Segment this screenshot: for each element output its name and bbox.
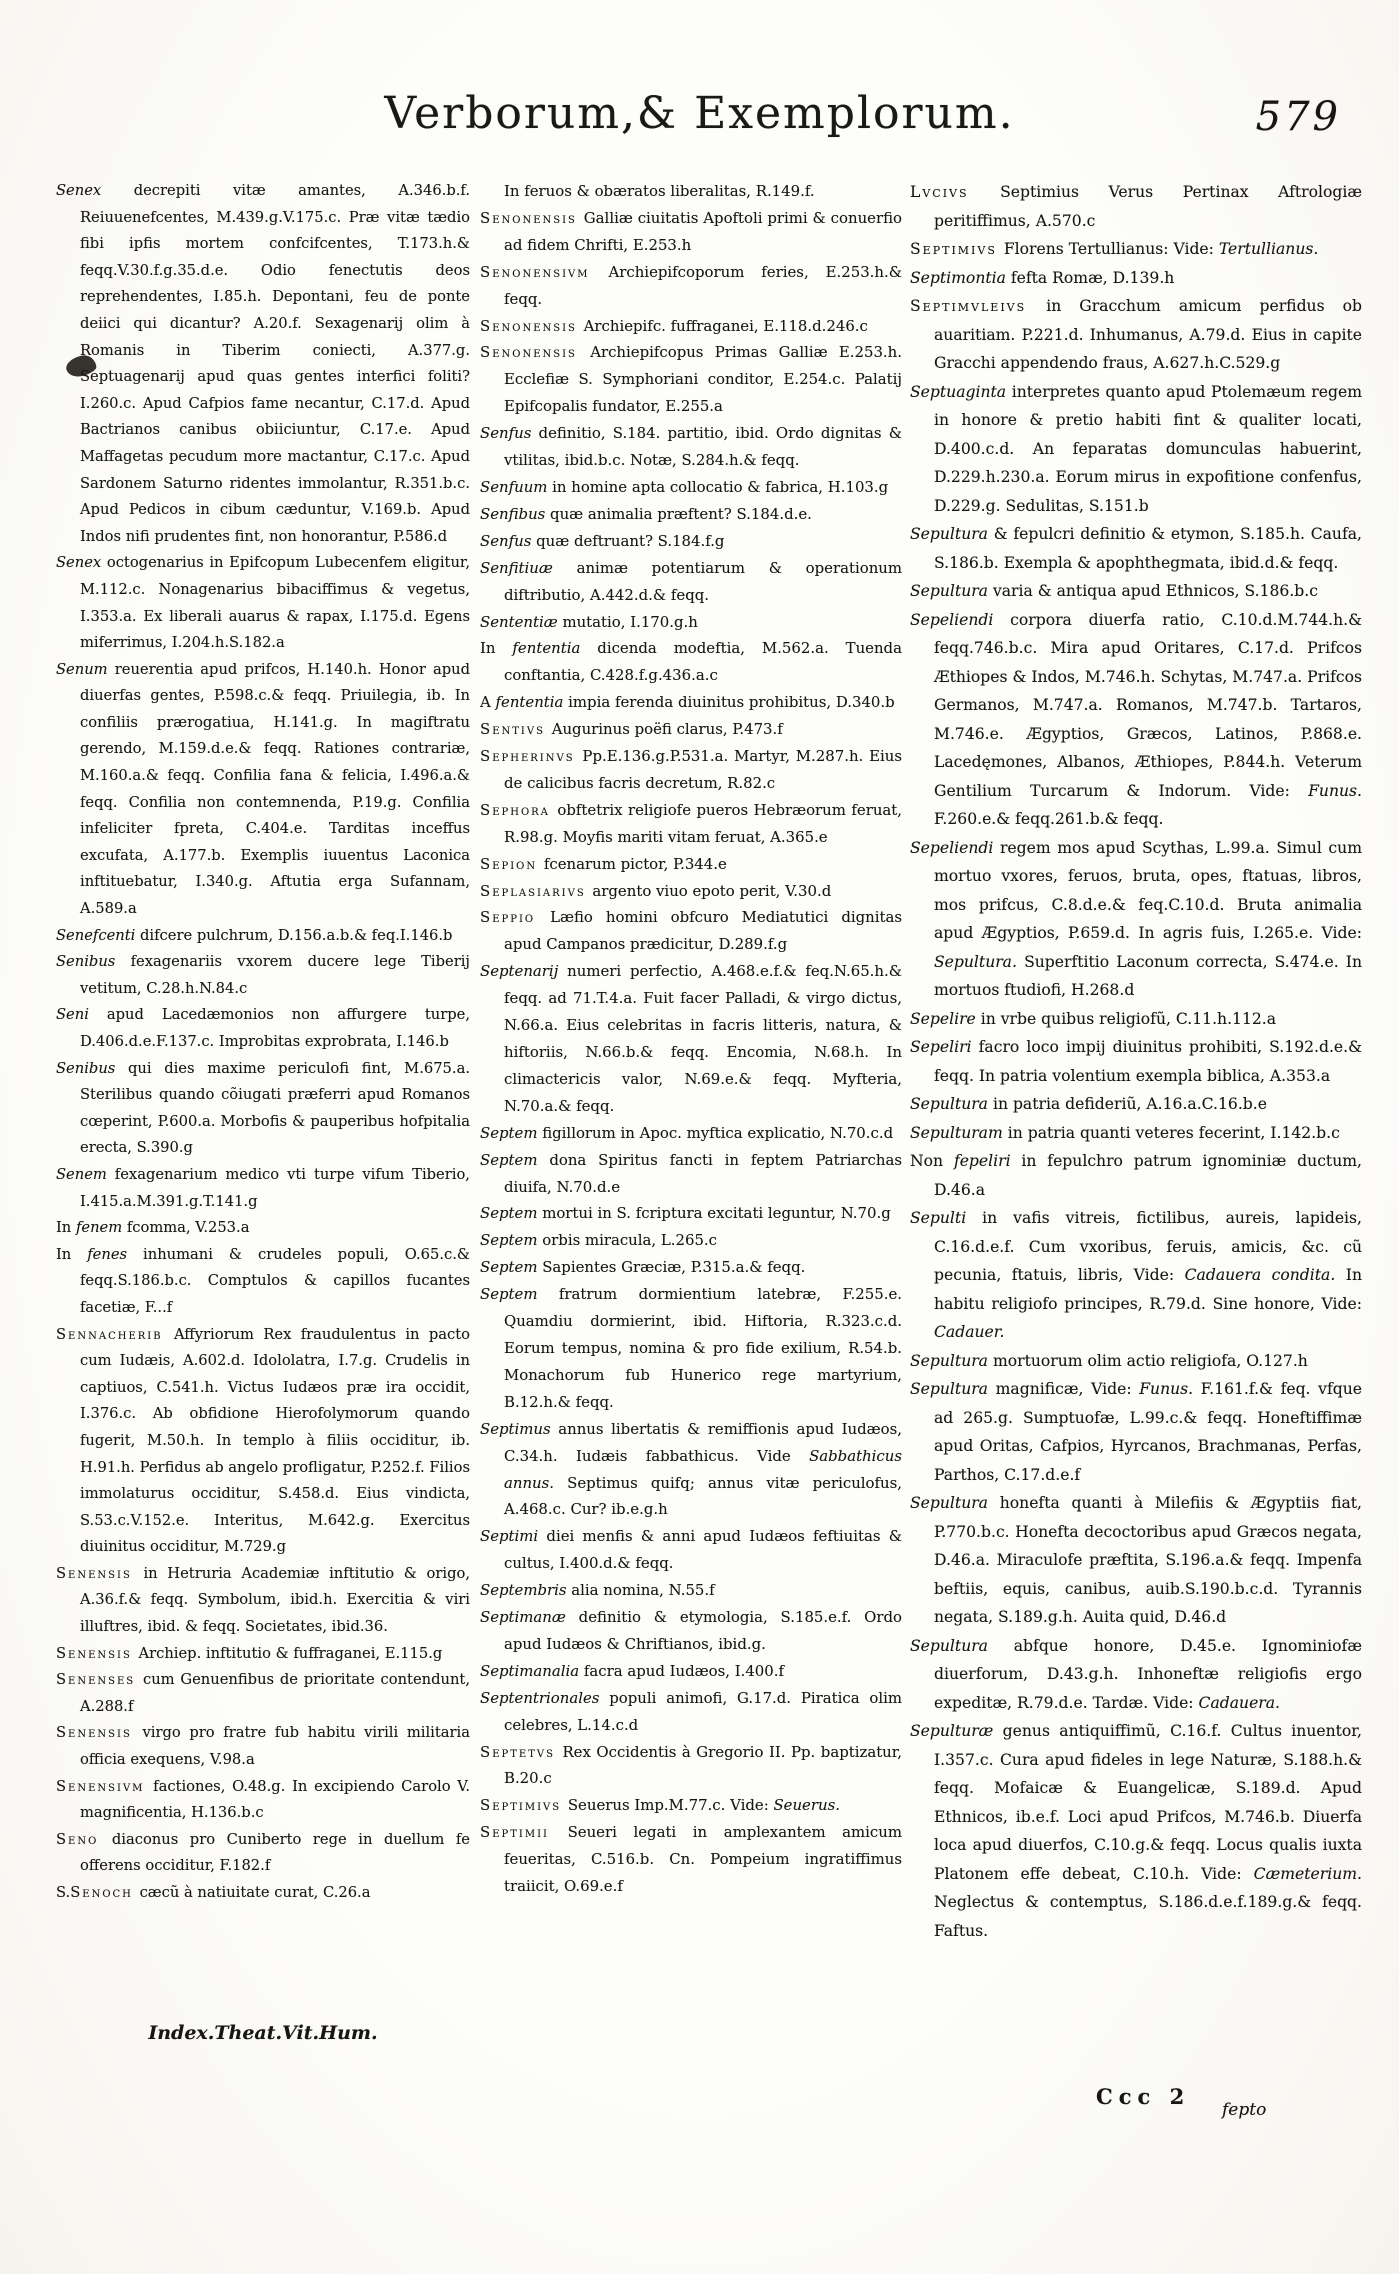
headword-italic: Senefcenti <box>56 926 140 944</box>
entry-text: Septimus quifq; annus vitæ periculofus, A.468.c. Cur? ib.e.g.h <box>504 1473 902 1519</box>
entry-text: impia ferenda diuinitus prohibitus, D.340.b <box>568 693 895 712</box>
page-number: 579 <box>1255 94 1341 140</box>
index-entry <box>480 1523 902 1577</box>
index-entry <box>56 1162 470 1215</box>
index-entry <box>910 1347 1362 1376</box>
entry-text: quæ animalia præftent? S.184.d.e. <box>550 504 812 523</box>
index-entry <box>480 1281 902 1416</box>
headword-italic: Septimanæ <box>480 1608 579 1627</box>
headword-smallcaps: Seno <box>56 1830 112 1848</box>
headword-italic: Sepeliri <box>910 1038 979 1056</box>
index-entry <box>56 1827 470 1880</box>
index-entry <box>480 420 902 474</box>
entry-text: mortui in S. fcriptura excitati leguntur, N.70.g <box>542 1204 891 1223</box>
entry-text: fexagenariis vxorem ducere lege Tiberij vetitum, C.28.h.N.84.c <box>80 953 470 997</box>
headword-italic: Funus. <box>1139 1380 1201 1398</box>
entry-text: Rex Occidentis à Gregorio II. Pp. baptizatur, B.20.c <box>504 1742 902 1788</box>
entry-text: abfque honore, D.45.e. Ignominiofæ diuerforum, D.43.g.h. Inhoneftæ religiofis ergo expeditæ, R.79.d.e. Tardæ. Vide: <box>934 1636 1362 1712</box>
headword-italic: Sepeliendi <box>910 838 1000 857</box>
entry-text: varia & antiqua apud Ethnicos, S.186.b.c <box>992 582 1318 600</box>
entry-text: Superftitio Laconum correcta, S.474.e. In mortuos ftudiofi, H.268.d <box>934 952 1362 999</box>
index-entry <box>910 178 1362 235</box>
entry-text: definitio & etymologia, S.185.e.f. Ordo apud Iudæos & Chriftianos, ibid.g. <box>504 1608 902 1653</box>
headword-italic: Sepultura <box>910 525 994 543</box>
headword-italic: Septenarij <box>480 962 568 981</box>
entry-text: fefta Romæ, D.139.h <box>1010 268 1175 287</box>
index-entry <box>910 520 1362 577</box>
entry-text: genus antiquiffimũ, C.16.f. Cultus inuentor, I.357.c. Cura apud fideles in lege Naturæ, S.188.h.& feqq. Mofaicæ & Euangelicæ, S.189.d. Apud Ethnicos, ib.e.f. Loci apud Prifcos, M.746.b. Diuerfa loca apud diuerfos, C.10.g.& feqq. Locus qualis iuxta Platonem effe debeat, C.10.h. Vide: <box>934 1722 1362 1883</box>
headword-italic: Seni <box>56 1006 107 1024</box>
entry-text: fratrum dormientium latebræ, F.255.e. Quamdiu dormierint, ibid. Hiftoria, R.323.c.d. Eorum tempus, nomina & pro fide exilium, R.54.b. Monachorum fub Hunerico rege martyrium, B.12.h.& feqq. <box>504 1285 902 1411</box>
index-entry <box>480 878 902 905</box>
entry-text: Seueri legati in amplexantem amicum feueritas, C.516.b. Cn. Pompeium ingratiffimus traiicit, O.69.e.f <box>504 1823 902 1896</box>
headword-italic: Sepultura <box>910 1636 1014 1655</box>
entry-text: honefta quanti à Milefiis & Ægyptiis fiat, P.770.b.c. Honefta decoctoribus apud Græcos negata, D.46.a. Miraculofe præftita, S.196.a.& feqq. Impenfa beftiis, equis, canibus, auib.S.190.b.c.d. Tyrannis negata, S.189.g.h. Auita quid, D.46.d <box>934 1494 1362 1626</box>
index-entry <box>480 716 902 743</box>
headword-italic: Septem <box>480 1150 550 1169</box>
entry-text: in Gracchum amicum perfidus ob auaritiam. P.221.d. Inhumanus, A.79.d. Eius in capite Gracchi appendendo fraus, A.627.h.C.529.g <box>934 297 1362 372</box>
headword-smallcaps: Seplasiarivs <box>480 881 593 900</box>
entry-text: in vafis vitreis, fictilibus, aureis, lapideis, C.16.d.e.f. Cum vxoribus, feruis, amicis, &c. cũ pecunia, ftatuis, libris, Vide: <box>934 1209 1362 1284</box>
entry-text: annus libertatis & remiffionis apud Iudæos, C.34.h. Iudæis fabbathicus. Vide <box>504 1419 902 1465</box>
entry-text: Augurinus poëfi clarus, P.473.f <box>551 720 783 739</box>
index-entry <box>910 1005 1362 1034</box>
entry-text: in vrbe quibus religiofũ, C.11.h.112.a <box>980 1009 1277 1028</box>
entry-text: in homine apta collocatio & fabrica, H.103.g <box>552 477 889 496</box>
index-entry <box>56 1880 470 1907</box>
entry-text: Galliæ ciuitatis Apoftoli primi & conuerfio ad fidem Chrifti, E.253.h <box>504 208 902 254</box>
index-entry <box>910 1632 1362 1718</box>
headword-italic: Sepelire <box>910 1009 981 1028</box>
headword-italic: Senex <box>56 182 134 199</box>
entry-text: dona Spiritus fancti in feptem Patriarchas diuifa, N.70.d.e <box>504 1150 902 1196</box>
entry-text: obftetrix religiofe pueros Hebræorum feruat, R.98.g. Moyfis mariti vitam feruat, A.365.e <box>504 800 902 846</box>
index-entry <box>56 1667 470 1720</box>
entry-text: & fepulcri definitio & etymon, S.185.h. Caufa, S.186.b. Exempla & apophthegmata, ibid.d.& feqq. <box>934 525 1362 572</box>
entry-text: mortuorum olim actio religiofa, O.127.h <box>992 1351 1308 1370</box>
headword-italic: Sepultura <box>910 1351 993 1370</box>
index-entry <box>56 1720 470 1773</box>
entry-text: apud Lacedæmonios non affurgere turpe, D.406.d.e.F.137.c. Improbitas exprobrata, I.146.b <box>80 1006 470 1050</box>
index-entry <box>910 264 1362 293</box>
headword-smallcaps: Sentivs <box>480 720 552 739</box>
index-entry <box>480 178 902 205</box>
headword-smallcaps: Sepion <box>480 854 544 873</box>
entry-text: S. <box>56 1884 71 1901</box>
entry-text: quæ deftruant? S.184.f.g <box>536 531 725 550</box>
entry-text: interpretes quanto apud Ptolemæum regem in honore & pretio habiti fint & qualiter locati, D.400.c.d. An feparatas domunculas habuerint, D.229.h.230.a. Eorum mirus in expofitione confenfus, D.229.g. Sedulitas, S.151.b <box>934 382 1362 515</box>
headword-italic: Senibus <box>56 1059 128 1077</box>
index-entry <box>480 797 902 851</box>
entry-text: Archiepifc. fuffraganei, E.118.d.246.c <box>583 316 868 335</box>
headword-italic: Septem <box>480 1285 559 1304</box>
entry-text: Septimius Verus Pertinax Aftrologiæ peritiffimus, A.570.c <box>934 183 1362 230</box>
headword-smallcaps: Senensis <box>56 1724 143 1742</box>
index-entry <box>480 1819 902 1900</box>
index-entry <box>56 1561 470 1641</box>
index-entry <box>480 1658 902 1685</box>
entry-text: Affyriorum Rex fraudulentus in pacto cum Iudæis, A.602.d. Idololatra, I.7.g. Crudelis in captiuos, C.541.h. Victus Iudæos præ ira occidit, I.376.c. Ab obfidione Hierofolymorum quando fugerit, M.50.h. In templo à filiis occiditur, ib. H.91.h. Perfidus ab angelo profligatur, P.252.f. Filios immolaturus occiditur, S.458.d. Eius vindicta, S.53.c.V.152.e. Interitus, M.642.g. Exercitus diuinitus occiditur, M.729.g <box>80 1325 470 1556</box>
entry-text: diaconus pro Cuniberto rege in duellum fe offerens occiditur, F.182.f <box>80 1830 470 1875</box>
index-entry <box>480 1200 902 1227</box>
headword-italic: Senem <box>56 1165 115 1183</box>
headword-smallcaps: Senonensis <box>480 316 584 335</box>
headword-smallcaps: Senensivm <box>56 1777 154 1795</box>
entry-text: virgo pro fratre fub habitu virili militaria officia exequens, V.98.a <box>80 1724 470 1769</box>
index-entry <box>480 205 902 259</box>
entry-text: argento viuo epoto perit, V.30.d <box>592 881 832 900</box>
entry-text: populi animofi, G.17.d. Piratica olim celebres, L.14.c.d <box>504 1688 902 1734</box>
index-entry <box>910 1717 1362 1945</box>
index-entry <box>480 1792 902 1819</box>
index-column-1 <box>56 178 470 2028</box>
headword-smallcaps: Sephora <box>480 800 558 819</box>
headword-italic: Sepulturæ <box>910 1722 1003 1740</box>
entry-text: mutatio, I.170.g.h <box>562 612 698 631</box>
index-entry <box>480 958 902 1119</box>
index-entry <box>480 1416 902 1524</box>
headword-italic: Septembris <box>480 1581 572 1600</box>
index-entry <box>480 689 902 716</box>
headword-italic: Senfus <box>480 531 537 550</box>
index-entry <box>480 1739 902 1793</box>
headword-italic: Sepulturam <box>910 1123 1008 1142</box>
index-entry <box>910 1489 1362 1632</box>
index-entry <box>910 1119 1362 1148</box>
headword-smallcaps: Septimii <box>480 1823 568 1842</box>
index-entry <box>480 904 902 958</box>
index-entry <box>910 1204 1362 1347</box>
headword-italic: Septem <box>480 1204 543 1223</box>
entry-text: orbis miracula, L.265.c <box>542 1231 717 1250</box>
volume-signature: Index.Theat.Vit.Hum. <box>148 2022 378 2044</box>
index-entry <box>480 851 902 878</box>
index-entry <box>480 743 902 797</box>
entry-text: cæcũ à natiuitate curat, C.26.a <box>139 1884 371 1901</box>
index-entry <box>910 834 1362 1005</box>
entry-text: octogenarius in Epifcopum Lubecenfem eligitur, M.112.c. Nonagenarius bibaciffimus & vegetus, I.353.a. Ex liberali auarus & rapax, I.175.d. Egens miferrimus, I.204.h.S.182.a <box>80 554 470 652</box>
headword-italic: Sententiæ <box>480 612 563 631</box>
headword-smallcaps: Senonensis <box>480 343 591 362</box>
entry-text: definitio, S.184. partitio, ibid. Ordo dignitas & vtilitas, ibid.b.c. Notæ, S.284.h.& feqq. <box>504 424 902 470</box>
entry-text: diei menfis & anni apud Iudæos feftiuitas & cultus, I.400.d.& feqq. <box>504 1527 902 1573</box>
entry-text: facra apud Iudæos, I.400.f <box>583 1661 784 1680</box>
headword-italic: Sepultura <box>910 1494 1000 1512</box>
entry-text: regem mos apud Scythas, L.99.a. Simul cum mortuo vxores, feruos, bruta, opes, ftatuas, libros, mos prifcus, C.8.d.e.& feq.C.10.d. Bruta animalia apud Ægyptios, P.659.d. In agris fuis, I.265.e. Vide: <box>934 838 1362 942</box>
index-entry <box>56 550 470 656</box>
headword-smallcaps: Sennacherib <box>56 1325 174 1343</box>
headword-italic: Cadauera condita. <box>1184 1266 1346 1284</box>
index-entry <box>480 1577 902 1604</box>
entry-text: animæ potentiarum & operationum diftributio, A.442.d.& feqq. <box>504 558 902 604</box>
headword-italic: Septimus <box>480 1419 559 1438</box>
entry-text: In <box>480 639 513 658</box>
headword-smallcaps: Senensis <box>56 1644 139 1662</box>
index-entry <box>910 577 1362 606</box>
headword-italic: Senfus <box>480 424 539 443</box>
entry-text: in Hetruria Academiæ inftitutio & origo, A.36.f.& feqq. Symbolum, ibid.h. Exercitia & viri illuftres, ibid. & feqq. Societates, ibid.36. <box>80 1564 470 1636</box>
headword-italic: Cadauer. <box>934 1323 1005 1341</box>
index-entry <box>480 259 902 313</box>
headword-italic: Senibus <box>56 953 131 971</box>
index-entry <box>480 609 902 636</box>
index-entry <box>56 1242 470 1322</box>
entry-text: F.161.f.& feq. vfque ad 265.g. Sumptuofæ, L.99.c.& feqq. Honeftiffimæ apud Oritas, Cafpios, Hyrcanos, Brachmanas, Perfas, Parthos, C.17.d.e.f <box>934 1380 1362 1484</box>
entry-text: figillorum in Apoc. myftica explicatio, N.70.c.d <box>542 1123 894 1142</box>
entry-text: Sapientes Græciæ, P.315.a.& feqq. <box>542 1258 806 1277</box>
index-entry <box>480 1120 902 1147</box>
index-entry <box>910 1090 1362 1119</box>
headword-italic: Septuaginta <box>910 382 1012 401</box>
entry-text: Archiepifcoporum feries, E.253.h.& feqq. <box>504 262 902 308</box>
index-entry <box>480 528 902 555</box>
headword-smallcaps: Lvcivs <box>910 183 1001 201</box>
headword-italic: fepeliri <box>953 1152 1022 1170</box>
index-entry <box>480 313 902 340</box>
entry-text: reuerentia apud prifcos, H.140.h. Honor apud diuerfas gentes, P.598.c.& feqq. Priuilegia, ib. In confiliis prærogatiua, H.141.g. In magiftratu gerendo, M.159.d.e.& feqq. Rationes contrariæ, M.160.a.& feqq. Confilia fana & felicia, I.496.a.& feqq. Confilia non contemnenda, P.19.g. Confilia infeliciter fpreta, C.404.e. Tarditas inceffus excufata, A.177.b. Exemplis iuuentus Laconica inftituebatur, I.340.g. Aftutia erga Sufannam, A.589.a <box>80 660 470 918</box>
index-entry <box>480 1147 902 1201</box>
index-entry <box>56 1056 470 1162</box>
index-entry <box>480 501 902 528</box>
index-entry <box>56 1322 470 1561</box>
entry-text: In <box>56 1219 76 1237</box>
entry-text: factiones, O.48.g. In excipiendo Carolo V. magnificentia, H.136.b.c <box>80 1777 470 1822</box>
index-entry <box>480 635 902 689</box>
headword-smallcaps: Senensis <box>56 1564 144 1582</box>
headword-italic: Septem <box>480 1123 543 1142</box>
headword-smallcaps: Septetvs <box>480 1742 563 1761</box>
headword-smallcaps: Septimivs <box>480 1796 568 1815</box>
index-entry <box>480 555 902 609</box>
entry-text: qui dies maxime periculofi fint, M.675.a. Sterilibus quando cõiugati præferri apud Romanos cœperint, P.600.a. Morbofis & pauperibus hofpitalia erecta, S.390.g <box>80 1059 470 1157</box>
index-entry <box>910 292 1362 378</box>
entry-text: fcenarum pictor, P.344.e <box>543 854 727 873</box>
headword-italic: Sepultura <box>910 1095 993 1113</box>
index-entry <box>910 235 1362 264</box>
index-entry <box>56 1215 470 1242</box>
index-entry <box>56 1641 470 1668</box>
headword-italic: Septimontia <box>910 268 1011 287</box>
headword-italic: Septentrionales <box>480 1688 610 1707</box>
entry-text: In feruos & obæratos liberalitas, R.149.f. <box>504 182 815 200</box>
entry-text: in patria quanti veteres fecerint, I.142.b.c <box>1007 1123 1340 1142</box>
entry-text: dicenda modeftia, M.562.a. Tuenda conftantia, C.428.f.g.436.a.c <box>504 639 902 685</box>
index-entry <box>480 1254 902 1281</box>
entry-text: Archiep. inftitutio & fuffraganei, E.115.g <box>138 1644 443 1662</box>
headword-italic: Senfuum <box>480 477 553 496</box>
entry-text: magnificæ, Vide: <box>995 1380 1140 1398</box>
headword-italic: Senfibus <box>480 504 551 523</box>
running-head <box>0 88 1399 158</box>
headword-italic: fententia <box>512 639 598 658</box>
page-title: Verborum,& Exemplorum. <box>384 88 1015 139</box>
entry-text: alia nomina, N.55.f <box>571 1581 715 1600</box>
index-entry <box>910 606 1362 834</box>
entry-text: in patria defideriũ, A.16.a.C.16.b.e <box>992 1095 1267 1113</box>
index-column-2 <box>480 178 902 2093</box>
index-entry <box>910 1375 1362 1489</box>
index-entry <box>480 1685 902 1739</box>
entry-text: Non <box>910 1152 954 1170</box>
index-entry <box>480 1227 902 1254</box>
headword-italic: Sepultura <box>910 582 993 600</box>
headword-italic: Senex <box>56 554 107 572</box>
headword-smallcaps: Sepherinvs <box>480 747 583 766</box>
headword-italic: Senfitiuæ <box>480 558 577 577</box>
headword-italic: Septem <box>480 1258 543 1277</box>
entry-text: numeri perfectio, A.468.e.f.& feq.N.65.h.& feqq. ad 71.T.4.a. Fuit facer Palladi, & virgo dictus, N.66.a. Eius celebritas in facris litteris, natura, & hiftoriis, N.66.b.& feqq. Encomia, N.68.h. In climactericis valor, N.69.e.& feqq. Myfteria, N.70.a.& feqq. <box>504 962 902 1115</box>
headword-italic: Sepulti <box>910 1209 983 1227</box>
entry-text: A <box>480 693 496 712</box>
entry-text: facro loco impij diuinitus prohibiti, S.192.d.e.& feqq. In patria volentium exempla biblica, A.353.a <box>934 1038 1362 1085</box>
entry-text: inhumani & crudeles populi, O.65.c.& feqq.S.186.b.c. Comptulos & capillos fucantes facetiæ, F...f <box>80 1245 470 1316</box>
entry-text: F.260.e.& feqq.261.b.& feqq. <box>934 810 1164 828</box>
entry-text: Florens Tertullianus: Vide: <box>1003 240 1219 258</box>
entry-text: decrepiti vitæ amantes, A.346.b.f. Reiuuenefcentes, M.439.g.V.175.c. Præ vitæ tædio fibi ipfis mortem confcifcentes, T.173.h.& feqq.V.30.f.g.35.d.e. Odio fenectutis deos reprehendentes, I.85.h. Depontani, feu de ponte deiici qui dicantur? A.20.f. Sexagenarij olim à Romanis in Tiberim coniecti, A.377.g. Septuagenarij apud quas gentes interfici foliti? I.260.c. Apud Cafpios fame necantur, C.17.d. Apud Bactrianos canibus obiiciuntur, C.17.e. Apud Maffagetas pecudum more mactantur, C.17.c. Apud Sardonem Saturno ridentes immolantur, R.351.b.c. Apud Pedicos in cibum cæduntur, V.169.b. Apud Indos nifi prudentes fint, non honorantur, P.586.d <box>80 182 470 545</box>
headword-italic: Funus. <box>1308 781 1362 800</box>
headword-smallcaps: Septimvleivs <box>910 297 1047 315</box>
entry-text: cum Genuenfibus de prioritate contendunt, A.288.f <box>80 1671 470 1715</box>
index-entry <box>56 1002 470 1055</box>
headword-smallcaps: Senonensis <box>480 208 584 227</box>
headword-smallcaps: Senonensivm <box>480 262 609 281</box>
headword-italic: fenes <box>87 1245 144 1263</box>
index-entry <box>480 339 902 420</box>
headword-italic: Septimi <box>480 1527 547 1546</box>
index-entry <box>56 657 470 923</box>
index-column-3 <box>910 178 1362 2093</box>
index-entry <box>480 1604 902 1658</box>
index-entry <box>56 949 470 1002</box>
headword-italic: Sepultura. <box>934 952 1025 971</box>
headword-italic: Cæmeterium. <box>1253 1864 1362 1883</box>
sheet-signature: Ccc 2 <box>1096 2084 1191 2109</box>
entry-text: In <box>56 1245 88 1263</box>
index-entry <box>56 923 470 950</box>
headword-smallcaps: Senenses <box>56 1671 143 1689</box>
entry-text: Archiepifcopus Primas Galliæ E.253.h. Ecclefiæ S. Symphoriani conditor, E.254.c. Palatij Epifcopalis fundator, E.255.a <box>504 343 902 416</box>
headword-italic: fententia <box>495 693 569 712</box>
index-entry <box>56 1774 470 1827</box>
entry-text: In habitu religiofo principes, R.79.d. Sine honore, Vide: <box>934 1266 1362 1313</box>
entry-text: Pp.E.136.g.P.531.a. Martyr, M.287.h. Eius de calicibus facris decretum, R.82.c <box>504 747 902 792</box>
entry-text: corpora diuerfa ratio, C.10.d.M.744.h.& feqq.746.b.c. Mira apud Oritares, C.17.d. Prifcos Æthiopes & Indos, M.746.h. Schytas, M.747.a. Prifcos Germanos, M.747.a. Romanos, M.747.b. Tartaros, M.746.e. Ægyptios, Græcos, Latinos, P.868.e. Lacedęmones, Albanos, Æthiopes, P.844.h. Veterum Gentilium Turcarum & Indorum. Vide: <box>934 610 1362 800</box>
index-entry <box>56 178 470 550</box>
index-entry <box>910 1147 1362 1204</box>
index-entry <box>480 474 902 501</box>
headword-italic: Cadauera. <box>1198 1693 1281 1712</box>
index-entry <box>910 1033 1362 1090</box>
headword-italic: fenem <box>75 1219 127 1237</box>
entry-text: fcomma, V.253.a <box>126 1219 250 1237</box>
headword-italic: Sepultura <box>910 1380 996 1398</box>
entry-text: Læfio homini obfcuro Mediatutici dignitas apud Campanos prædicitur, D.289.f.g <box>504 908 902 954</box>
headword-smallcaps: Seppio <box>480 908 551 927</box>
entry-text: difcere pulchrum, D.156.a.b.& feq.I.146.b <box>140 926 453 944</box>
entry-text: Seuerus Imp.M.77.c. Vide: <box>567 1796 774 1815</box>
headword-smallcaps: Senoch <box>70 1884 140 1901</box>
headword-italic: Septimanalia <box>480 1661 584 1680</box>
entry-text: fexagenarium medico vti turpe vifum Tiberio, I.415.a.M.391.g.T.141.g <box>80 1165 470 1210</box>
headword-italic: Septem <box>480 1231 543 1250</box>
headword-italic: Seuerus. <box>773 1796 840 1815</box>
headword-smallcaps: Septimivs <box>910 240 1004 258</box>
headword-italic: Senum <box>56 660 115 678</box>
headword-italic: Tertullianus. <box>1218 240 1319 258</box>
entry-text: Neglectus & contemptus, S.186.d.e.f.189.g.& feqq. Faftus. <box>934 1893 1362 1940</box>
catchword: fepto <box>1222 2100 1267 2120</box>
index-entry <box>910 378 1362 521</box>
headword-italic: Sabbathicus annus. <box>504 1446 902 1492</box>
entry-text: in fepulchro patrum ignominiæ ductum, D.46.a <box>934 1152 1362 1199</box>
headword-italic: Sepeliendi <box>910 610 1011 629</box>
